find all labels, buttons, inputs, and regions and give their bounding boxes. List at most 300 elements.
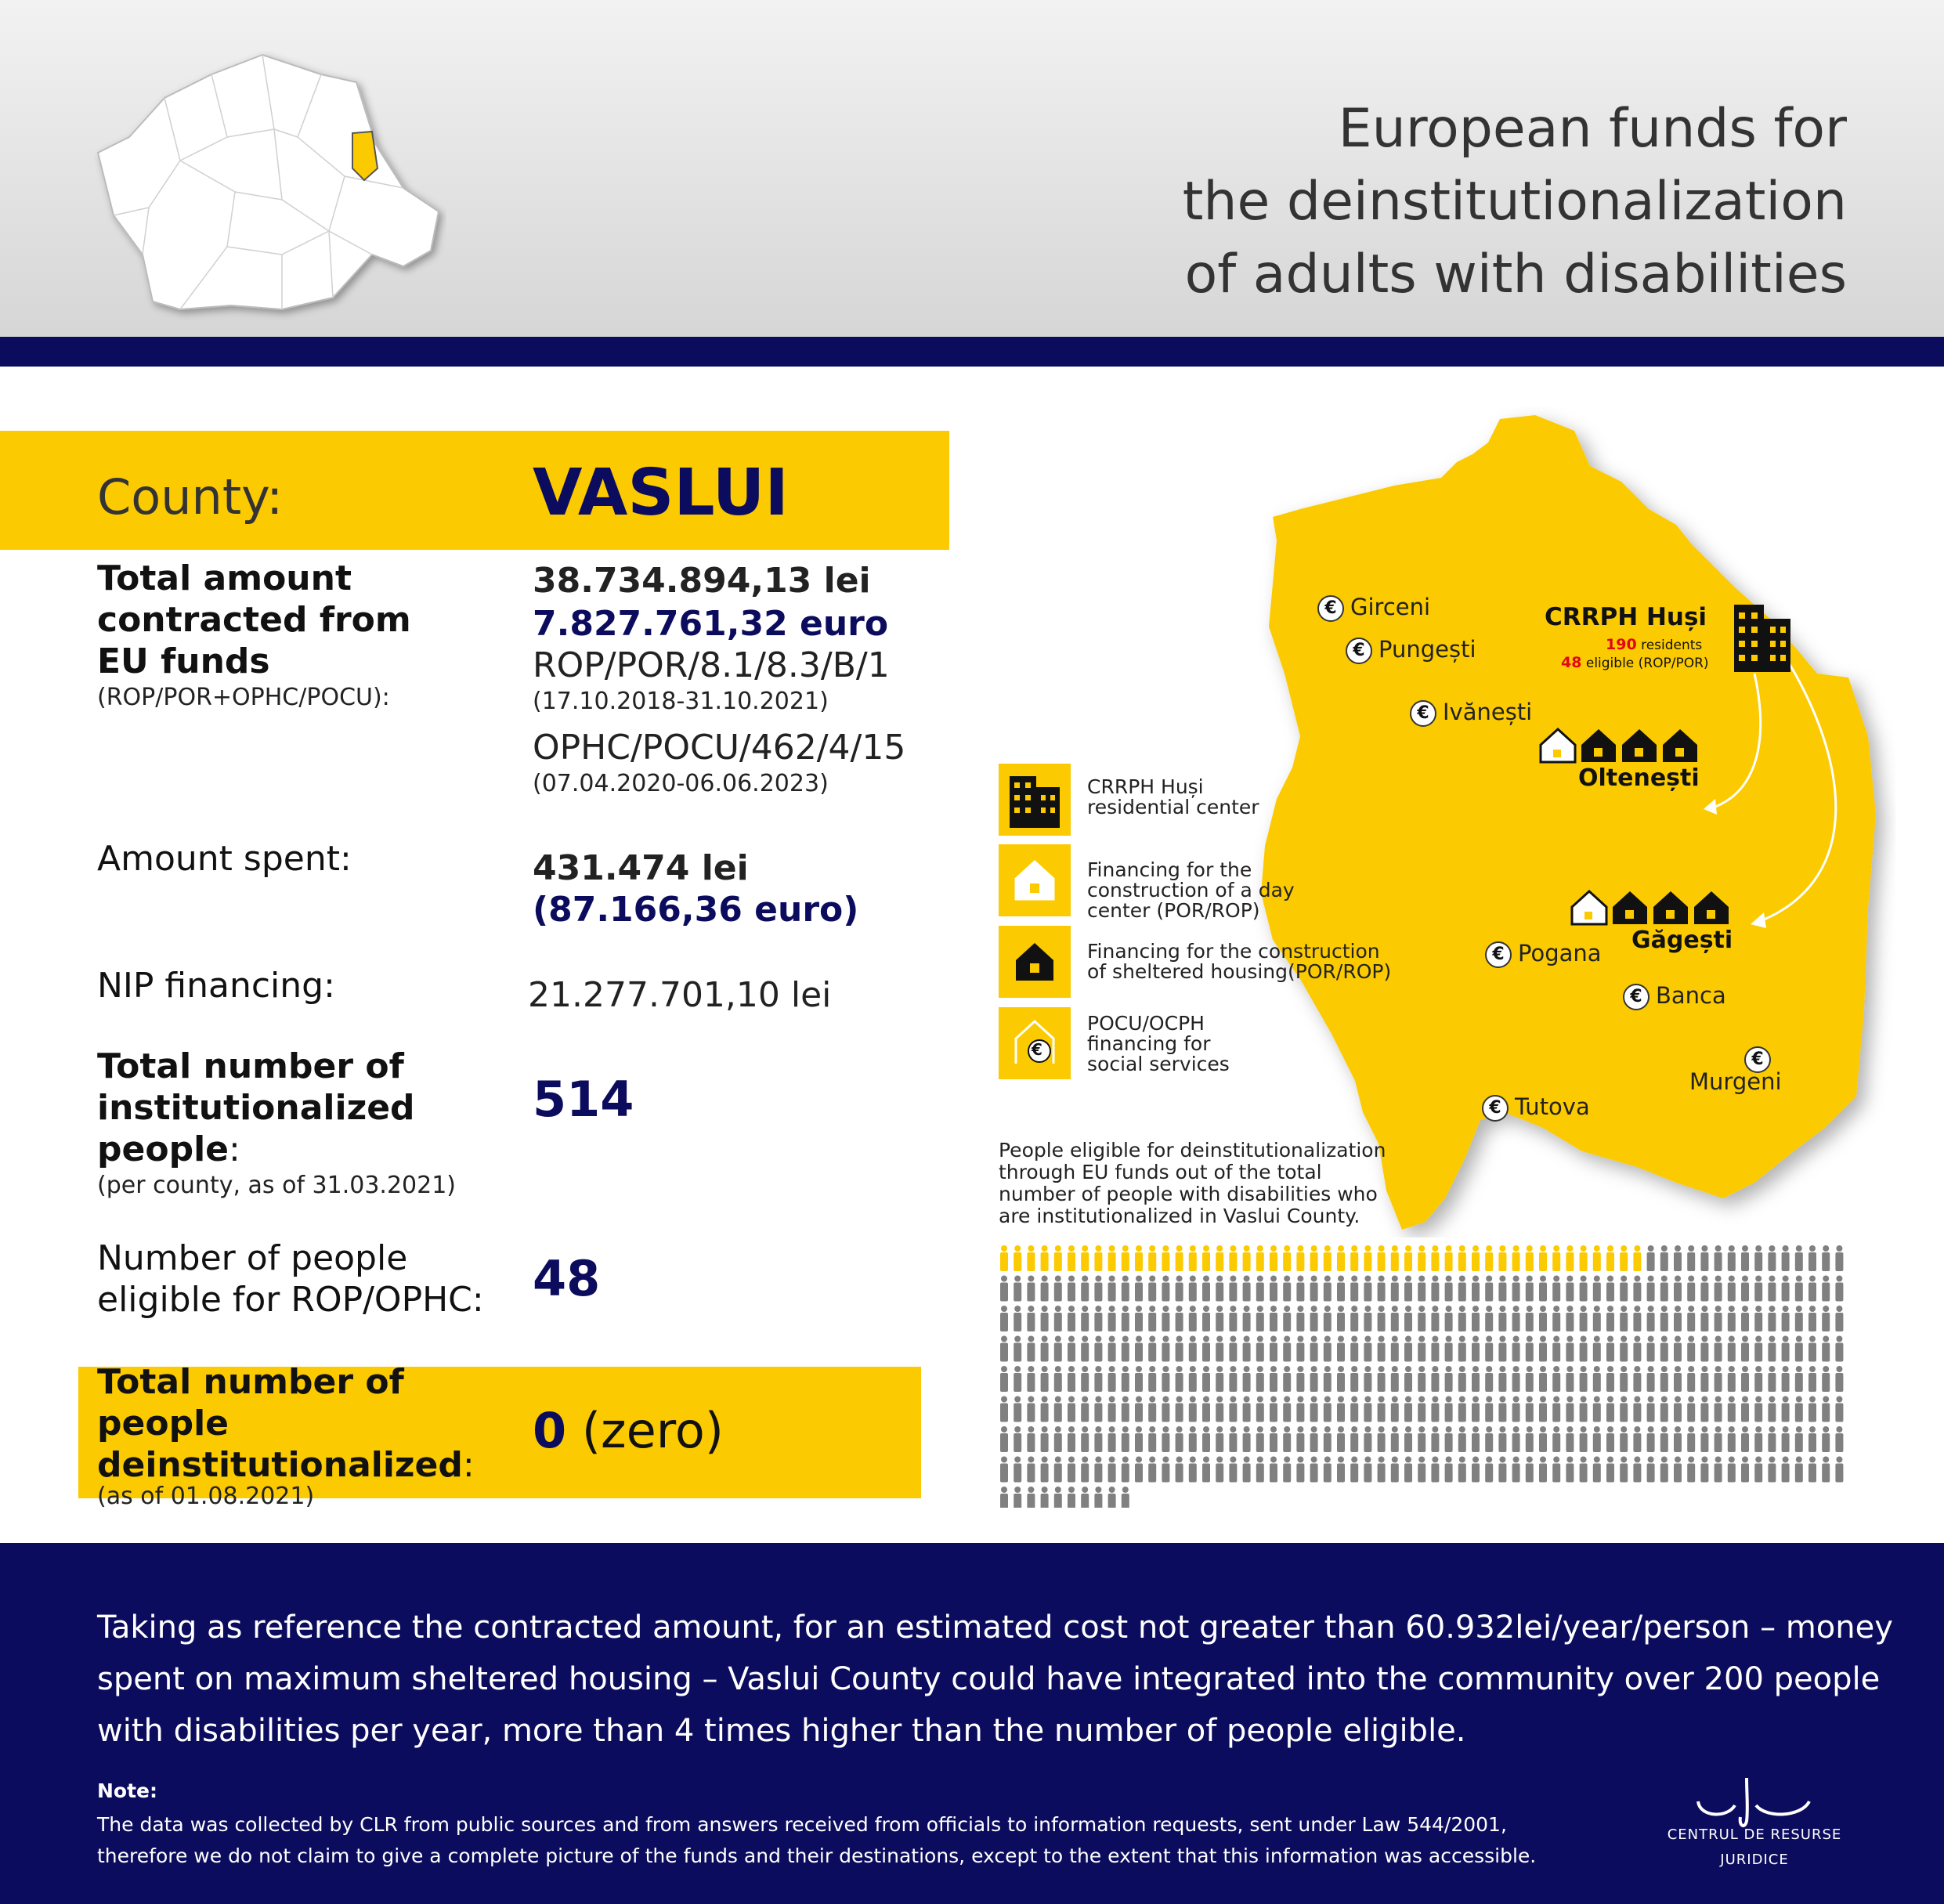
person-eligible-icon [1283, 1245, 1291, 1271]
person-icon [1715, 1336, 1722, 1362]
person-icon [1081, 1487, 1089, 1508]
person-eligible-icon [1566, 1245, 1574, 1271]
town-label: Ivănești [1443, 699, 1533, 725]
caption-line: People eligible for deinstitutionalization [999, 1139, 1386, 1162]
person-eligible-icon [1633, 1245, 1641, 1271]
person-icon [1822, 1306, 1830, 1331]
label-subtext: (ROP/POR+OPHC/POCU): [97, 684, 390, 711]
person-icon [1324, 1457, 1332, 1483]
person-icon [1754, 1366, 1762, 1392]
person-icon [1296, 1336, 1304, 1362]
person-icon [1189, 1306, 1197, 1331]
person-eligible-icon [1418, 1245, 1425, 1271]
person-icon [1283, 1336, 1291, 1362]
person-icon [1539, 1336, 1547, 1362]
person-eligible-icon [1324, 1245, 1332, 1271]
building-icon [1731, 597, 1794, 675]
person-icon [1782, 1426, 1790, 1452]
person-icon [1122, 1306, 1129, 1331]
person-icon [1108, 1306, 1116, 1331]
person-icon [1296, 1306, 1304, 1331]
person-icon [1445, 1276, 1453, 1302]
person-eligible-icon [1391, 1245, 1399, 1271]
person-icon [1700, 1396, 1708, 1422]
total-amount-label [97, 558, 411, 714]
euro-icon: € [1485, 941, 1512, 968]
person-icon [1054, 1306, 1062, 1331]
person-icon [1687, 1396, 1695, 1422]
person-icon [1027, 1396, 1035, 1422]
person-icon [1081, 1276, 1089, 1302]
person-icon [1350, 1457, 1358, 1483]
person-icon [1593, 1276, 1601, 1302]
person-icon [1337, 1276, 1345, 1302]
person-icon [1647, 1457, 1655, 1483]
person-icon [1337, 1396, 1345, 1422]
person-icon [1552, 1366, 1560, 1392]
euro-icon: € [1482, 1095, 1509, 1122]
person-eligible-icon [1458, 1245, 1466, 1271]
person-icon [1243, 1366, 1251, 1392]
person-icon [1445, 1366, 1453, 1392]
caption-line: through EU funds out of the total [999, 1161, 1322, 1183]
person-icon [1108, 1396, 1116, 1422]
euro-icon: € [1623, 984, 1650, 1010]
person-icon [1108, 1276, 1116, 1302]
person-icon [1202, 1457, 1210, 1483]
person-eligible-icon [1378, 1245, 1386, 1271]
deinstitutionalized-label [97, 1361, 475, 1512]
person-icon [1081, 1426, 1089, 1452]
person-icon [1014, 1396, 1021, 1422]
person-eligible-icon [1243, 1245, 1251, 1271]
label-line: Total number of [97, 1046, 404, 1086]
person-icon [1054, 1487, 1062, 1508]
person-icon [1000, 1457, 1008, 1483]
person-icon [1256, 1306, 1264, 1331]
person-icon [1498, 1336, 1506, 1362]
person-icon [1660, 1426, 1668, 1452]
total-euro: 7.827.761,32 euro [533, 604, 889, 644]
nip-value: 21.277.701,10 lei [528, 975, 832, 1015]
person-icon [1054, 1457, 1062, 1483]
person-eligible-icon [1108, 1245, 1116, 1271]
person-icon [1135, 1306, 1143, 1331]
person-icon [1580, 1366, 1588, 1392]
person-icon [1135, 1426, 1143, 1452]
person-icon [1593, 1396, 1601, 1422]
person-icon [1687, 1336, 1695, 1362]
person-icon [1404, 1426, 1412, 1452]
label-line: Total number of [97, 1362, 404, 1402]
person-icon [1835, 1245, 1843, 1271]
logo-line: JURIDICE [1720, 1852, 1789, 1868]
gagesti-houses [1570, 887, 1735, 927]
person-icon [1094, 1306, 1102, 1331]
total-amount-values [533, 560, 905, 800]
person-icon [1122, 1457, 1129, 1483]
town-label: Pogana [1518, 940, 1602, 966]
legend-day-center-icon [999, 844, 1071, 916]
person-icon [1741, 1426, 1749, 1452]
person-icon [1472, 1276, 1480, 1302]
person-icon [1782, 1336, 1790, 1362]
label-line: Total amount [97, 558, 352, 598]
person-icon [1728, 1396, 1736, 1422]
person-icon [1148, 1306, 1156, 1331]
person-icon [1202, 1396, 1210, 1422]
person-icon [1808, 1336, 1816, 1362]
person-icon [1270, 1396, 1277, 1422]
person-icon [1835, 1426, 1843, 1452]
person-icon [1189, 1366, 1197, 1392]
town-girceni [1317, 594, 1430, 622]
person-icon [1243, 1276, 1251, 1302]
person-eligible-icon [1176, 1245, 1183, 1271]
person-icon [1270, 1276, 1277, 1302]
person-icon [1378, 1306, 1386, 1331]
person-icon [1378, 1336, 1386, 1362]
person-icon [1633, 1306, 1641, 1331]
person-icon [1189, 1336, 1197, 1362]
person-icon [1458, 1457, 1466, 1483]
person-icon [1229, 1396, 1237, 1422]
town-pogana [1485, 940, 1602, 968]
caption-line: are institutionalized in Vaslui County. [999, 1205, 1360, 1227]
person-icon [1715, 1457, 1722, 1483]
person-icon [1404, 1366, 1412, 1392]
residents-count: 190 [1606, 636, 1637, 653]
person-icon [1539, 1306, 1547, 1331]
statement-line: with disabilities per year, more than 4 times higher than the number of people eligible. [97, 1713, 1466, 1749]
person-icon [1566, 1366, 1574, 1392]
person-icon [1068, 1306, 1075, 1331]
person-icon [1202, 1306, 1210, 1331]
statement-line: spent on maximum sheltered housing – Vaslui County could have integrated into the community over 200 people [97, 1661, 1881, 1697]
person-icon [1041, 1306, 1049, 1331]
person-icon [1364, 1366, 1371, 1392]
person-icon [1068, 1487, 1075, 1508]
person-icon [1700, 1276, 1708, 1302]
person-icon [1243, 1336, 1251, 1362]
person-icon [1256, 1366, 1264, 1392]
person-icon [1445, 1457, 1453, 1483]
person-icon [1148, 1336, 1156, 1362]
person-icon [1674, 1336, 1682, 1362]
legend-euro-house-icon [999, 1007, 1071, 1079]
person-icon [1270, 1457, 1277, 1483]
person-icon [1593, 1426, 1601, 1452]
person-icon [1754, 1457, 1762, 1483]
person-icon [1431, 1306, 1439, 1331]
person-icon [1633, 1276, 1641, 1302]
legend-item-sheltered [1087, 941, 1391, 982]
person-icon [1081, 1336, 1089, 1362]
person-icon [1418, 1457, 1425, 1483]
person-icon [1014, 1336, 1021, 1362]
person-icon [1041, 1336, 1049, 1362]
person-icon [1795, 1336, 1803, 1362]
person-icon [1660, 1245, 1668, 1271]
romania-map [94, 51, 446, 333]
person-icon [1243, 1426, 1251, 1452]
person-eligible-icon [1606, 1245, 1614, 1271]
person-icon [1768, 1245, 1776, 1271]
county-name: VASLUI [533, 456, 789, 530]
label-line: people [97, 1129, 229, 1169]
person-icon [1270, 1306, 1277, 1331]
town-ivanesti [1410, 699, 1532, 727]
person-icon [1108, 1336, 1116, 1362]
person-icon [1512, 1457, 1520, 1483]
person-icon [1216, 1336, 1223, 1362]
eligible-label [97, 1237, 484, 1321]
person-icon [1162, 1457, 1169, 1483]
person-icon [1418, 1276, 1425, 1302]
label-line: people [97, 1404, 229, 1443]
person-icon [1768, 1396, 1776, 1422]
person-icon [1526, 1426, 1534, 1452]
person-icon [1189, 1396, 1197, 1422]
contract-period: (17.10.2018-31.10.2021) [533, 688, 829, 715]
person-icon [1445, 1396, 1453, 1422]
person-icon [1741, 1457, 1749, 1483]
person-icon [1202, 1336, 1210, 1362]
person-eligible-icon [1337, 1245, 1345, 1271]
person-icon [1512, 1426, 1520, 1452]
person-icon [1162, 1336, 1169, 1362]
amount-spent-label: Amount spent: [97, 839, 352, 879]
amount-spent-values [533, 847, 858, 930]
person-icon [1512, 1366, 1520, 1392]
person-icon [1189, 1276, 1197, 1302]
person-icon [1054, 1336, 1062, 1362]
person-icon [1068, 1426, 1075, 1452]
person-icon [1728, 1245, 1736, 1271]
person-icon [1337, 1457, 1345, 1483]
person-icon [1822, 1396, 1830, 1422]
person-icon [1687, 1457, 1695, 1483]
person-icon [1216, 1276, 1223, 1302]
person-icon [1068, 1396, 1075, 1422]
person-icon [1526, 1276, 1534, 1302]
legend-text: center (POR/ROP) [1087, 899, 1260, 922]
person-icon [1526, 1396, 1534, 1422]
person-icon [1350, 1276, 1358, 1302]
person-icon [1391, 1426, 1399, 1452]
person-icon [1768, 1306, 1776, 1331]
person-eligible-icon [1512, 1245, 1520, 1271]
person-icon [1122, 1426, 1129, 1452]
person-eligible-icon [1041, 1245, 1049, 1271]
person-icon [1283, 1457, 1291, 1483]
people-chart-caption [999, 1140, 1386, 1227]
person-icon [1229, 1336, 1237, 1362]
person-icon [1552, 1306, 1560, 1331]
person-icon [1445, 1306, 1453, 1331]
person-icon [1472, 1306, 1480, 1331]
person-icon [1606, 1396, 1614, 1422]
person-icon [1552, 1457, 1560, 1483]
contract-code: OPHC/POCU/462/4/15 [533, 728, 906, 768]
person-eligible-icon [1202, 1245, 1210, 1271]
spent-lei: 431.474 lei [533, 848, 749, 888]
person-icon [1337, 1336, 1345, 1362]
person-icon [1660, 1366, 1668, 1392]
person-eligible-icon [1068, 1245, 1075, 1271]
person-icon [1566, 1306, 1574, 1331]
person-icon [1754, 1396, 1762, 1422]
person-icon [1485, 1366, 1493, 1392]
person-icon [1000, 1426, 1008, 1452]
person-icon [1122, 1366, 1129, 1392]
person-icon [1148, 1396, 1156, 1422]
person-icon [1822, 1457, 1830, 1483]
person-icon [1566, 1426, 1574, 1452]
person-icon [1162, 1306, 1169, 1331]
person-icon [1310, 1457, 1318, 1483]
person-icon [1754, 1245, 1762, 1271]
person-icon [1391, 1276, 1399, 1302]
person-icon [1337, 1306, 1345, 1331]
person-icon [1647, 1306, 1655, 1331]
person-icon [1364, 1396, 1371, 1422]
person-icon [1593, 1457, 1601, 1483]
person-icon [1445, 1426, 1453, 1452]
legend-text: of sheltered housing(POR/ROP) [1087, 960, 1392, 983]
person-icon [1027, 1366, 1035, 1392]
person-icon [1108, 1487, 1116, 1508]
person-icon [1647, 1366, 1655, 1392]
person-icon [1350, 1396, 1358, 1422]
person-icon [1176, 1457, 1183, 1483]
person-icon [1418, 1336, 1425, 1362]
person-icon [1580, 1276, 1588, 1302]
person-icon [1835, 1276, 1843, 1302]
person-icon [1808, 1457, 1816, 1483]
person-eligible-icon [1189, 1245, 1197, 1271]
person-icon [1687, 1276, 1695, 1302]
person-eligible-icon [1404, 1245, 1412, 1271]
person-icon [1660, 1306, 1668, 1331]
person-icon [1378, 1276, 1386, 1302]
person-icon [1822, 1366, 1830, 1392]
person-icon [1310, 1306, 1318, 1331]
person-icon [1229, 1276, 1237, 1302]
person-icon [1620, 1426, 1628, 1452]
person-eligible-icon [1580, 1245, 1588, 1271]
person-icon [1526, 1366, 1534, 1392]
person-icon [1176, 1306, 1183, 1331]
person-icon [1715, 1396, 1722, 1422]
person-icon [1795, 1396, 1803, 1422]
person-eligible-icon [1552, 1245, 1560, 1271]
person-icon [1418, 1426, 1425, 1452]
person-icon [1404, 1336, 1412, 1362]
person-icon [1472, 1366, 1480, 1392]
person-icon [1135, 1336, 1143, 1362]
person-icon [1795, 1426, 1803, 1452]
person-icon [1782, 1366, 1790, 1392]
legend-text: social services [1087, 1053, 1230, 1075]
person-icon [1337, 1366, 1345, 1392]
person-icon [1229, 1426, 1237, 1452]
person-icon [1526, 1457, 1534, 1483]
person-icon [1270, 1426, 1277, 1452]
person-eligible-icon [1364, 1245, 1371, 1271]
person-icon [1835, 1306, 1843, 1331]
euro-icon: € [1032, 1040, 1042, 1059]
note-label: Note: [97, 1779, 158, 1802]
person-icon [1000, 1336, 1008, 1362]
person-icon [1808, 1306, 1816, 1331]
person-icon [1700, 1245, 1708, 1271]
person-icon [1270, 1336, 1277, 1362]
person-icon [1122, 1396, 1129, 1422]
institutionalized-value: 514 [533, 1071, 634, 1128]
person-icon [1256, 1336, 1264, 1362]
person-icon [1364, 1457, 1371, 1483]
label-line: eligible for ROP/OPHC: [97, 1280, 484, 1320]
person-icon [1122, 1336, 1129, 1362]
person-icon [1216, 1366, 1223, 1392]
label-subtext: (as of 01.08.2021) [97, 1483, 315, 1510]
person-icon [1000, 1487, 1008, 1508]
person-icon [1606, 1457, 1614, 1483]
person-icon [1189, 1457, 1197, 1483]
town-label: Girceni [1350, 594, 1431, 620]
person-icon [1202, 1426, 1210, 1452]
county-label: County: [97, 468, 284, 526]
person-icon [1000, 1306, 1008, 1331]
person-icon [1782, 1245, 1790, 1271]
person-icon [1283, 1426, 1291, 1452]
nip-label: NIP financing: [97, 966, 335, 1006]
person-icon [1054, 1276, 1062, 1302]
eligible-label: eligible (ROP/POR) [1581, 656, 1709, 671]
person-icon [1122, 1276, 1129, 1302]
note-line: The data was collected by CLR from public sources and from answers received from officials to information requests, sent under Law 544/2001, [97, 1813, 1507, 1836]
person-icon [1687, 1306, 1695, 1331]
legend-item-pocu [1087, 1013, 1230, 1075]
person-icon [1512, 1336, 1520, 1362]
person-icon [1310, 1426, 1318, 1452]
people-pictogram-chart [999, 1245, 1852, 1508]
person-icon [1715, 1426, 1722, 1452]
person-icon [1431, 1276, 1439, 1302]
person-icon [1552, 1426, 1560, 1452]
legend-text: financing for [1087, 1032, 1211, 1055]
person-icon [1202, 1276, 1210, 1302]
person-icon [1754, 1276, 1762, 1302]
person-icon [1674, 1245, 1682, 1271]
person-icon [1715, 1276, 1722, 1302]
person-eligible-icon [1135, 1245, 1143, 1271]
person-icon [1296, 1457, 1304, 1483]
person-icon [1014, 1426, 1021, 1452]
person-eligible-icon [1094, 1245, 1102, 1271]
person-icon [1835, 1366, 1843, 1392]
person-icon [1660, 1457, 1668, 1483]
person-icon [1741, 1336, 1749, 1362]
person-icon [1324, 1306, 1332, 1331]
person-icon [1647, 1245, 1655, 1271]
person-icon [1795, 1457, 1803, 1483]
person-icon [1620, 1457, 1628, 1483]
caption-line: number of people with disabilities who [999, 1183, 1378, 1205]
person-icon [1700, 1366, 1708, 1392]
person-eligible-icon [1014, 1245, 1021, 1271]
